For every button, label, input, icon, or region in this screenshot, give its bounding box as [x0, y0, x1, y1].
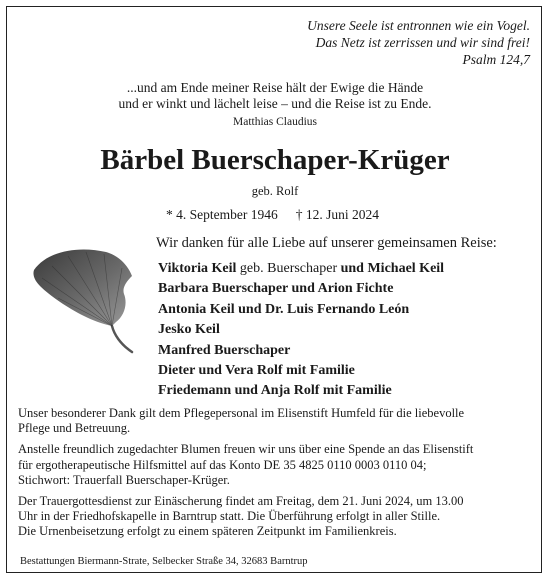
- family-member: Friedemann und Anja Rolf mit Familie: [158, 383, 392, 399]
- family-member-note: geb. Buerschaper: [236, 261, 341, 276]
- poem-line: und er winkt und lächelt leise – und die Reise ist zu Ende.: [118, 96, 432, 111]
- family-member: Antonia Keil und Dr. Luis Fernando León: [158, 301, 410, 317]
- family-member: Barbara Buerschaper und Arion Fichte: [158, 281, 394, 297]
- thanks-line: Wir danken für alle Liebe auf unserer gemeinsamen Reise:: [156, 235, 497, 251]
- poem-author: Matthias Claudius: [232, 116, 317, 128]
- family-member-name: Viktoria Keil: [158, 261, 237, 276]
- birth-name: geb. Rolf: [251, 184, 299, 198]
- text-line: Pflege und Betreuung.: [18, 421, 131, 436]
- care-thanks-paragraph: [18, 406, 538, 436]
- family-member: Dieter und Vera Rolf mit Familie: [158, 363, 355, 379]
- family-member-name: und Michael Keil: [340, 261, 445, 276]
- text-line: Stichwort: Trauerfall Buerschaper-Krüger.: [18, 472, 230, 487]
- notice-body: [18, 406, 538, 546]
- life-dates: [166, 207, 379, 223]
- birth-date: * 4. September 1946: [166, 207, 278, 222]
- psalm-line: Unsere Seele ist entronnen wie ein Vogel.: [307, 18, 530, 33]
- poem-line: ...und am Ende meiner Reise hält der Ewige die Hände: [126, 80, 424, 95]
- deceased-name: Bärbel Buerschaper-Krüger: [100, 144, 450, 176]
- ginkgo-leaf-icon: [28, 242, 140, 360]
- poem-quote: [0, 80, 550, 130]
- family-member: Jesko Keil: [158, 322, 220, 338]
- psalm-line: Das Netz ist zerrissen und wir sind frei!: [315, 35, 530, 50]
- family-member: [158, 259, 444, 279]
- text-line: für ergotherapeutische Hilfsmittel auf das Konto DE 35 4825 0110 0003 0110 04;: [18, 457, 427, 472]
- text-line: Unser besonderer Dank gilt dem Pflegepersonal im Elisenstift Humfeld für die liebevolle: [18, 406, 465, 420]
- text-line: Uhr in der Friedhofskapelle in Barntrup statt. Die Überführung erfolgt in aller Stille.: [18, 509, 441, 524]
- psalm-reference: Psalm 124,7: [462, 52, 530, 67]
- death-date: † 12. Juni 2024: [295, 207, 379, 222]
- donation-paragraph: [18, 442, 538, 488]
- undertaker-address: Bestattungen Biermann-Strate, Selbecker Straße 34, 32683 Barntrup: [20, 556, 308, 567]
- family-member: Manfred Buerschaper: [158, 342, 291, 358]
- service-paragraph: [18, 494, 538, 540]
- text-line: Der Trauergottesdienst zur Einäscherung findet am Freitag, dem 21. Juni 2024, um 13.00: [18, 494, 464, 509]
- text-line: Die Urnenbeisetzung erfolgt zu einem späteren Zeitpunkt im Familienkreis.: [18, 524, 397, 539]
- family-list: [158, 259, 444, 402]
- text-line: Anstelle freundlich zugedachter Blumen freuen wir uns über eine Spende an das Elisenstift: [18, 442, 474, 457]
- psalm-quote: [307, 17, 530, 68]
